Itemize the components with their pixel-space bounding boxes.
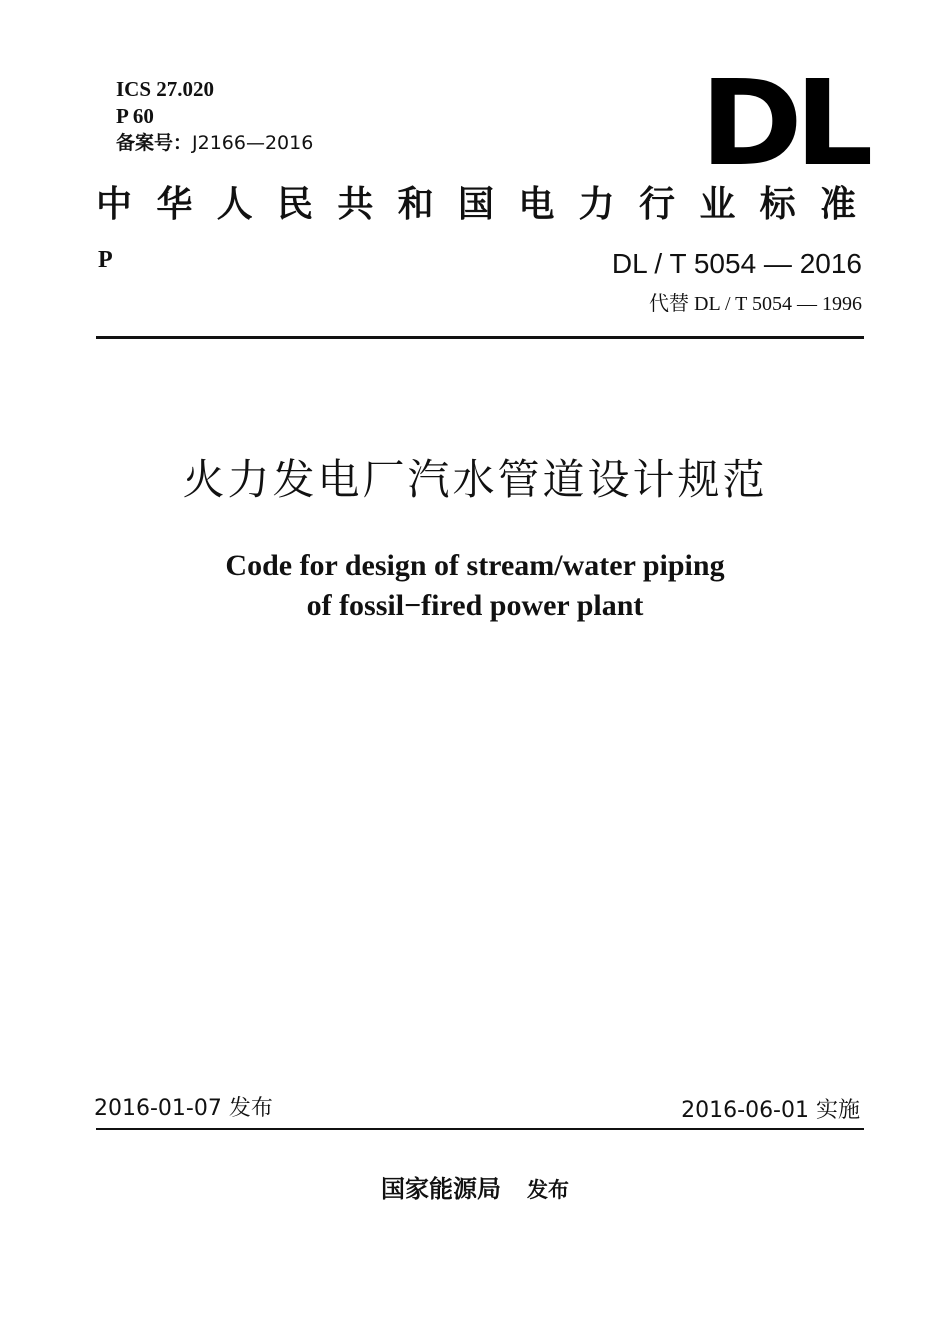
filing-number	[116, 130, 313, 157]
publisher-org: 国家能源局	[381, 1175, 501, 1203]
document-title-en-line2: of fossil−fired power plant	[306, 589, 644, 622]
document-title-cn: 火力发电厂汽水管道设计规范	[182, 455, 768, 504]
bottom-divider	[96, 1128, 864, 1130]
ics-code-block	[116, 76, 214, 130]
top-divider	[96, 336, 864, 339]
replaces-standard: 代替 DL / T 5054 — 1996	[649, 293, 862, 315]
issue-date: 2016-01-07 发布	[94, 1096, 273, 1121]
publisher-action: 发布	[527, 1178, 569, 1202]
filing-label: 备案号：	[116, 132, 193, 154]
class-letter: P	[98, 247, 113, 273]
dl-logo: DL	[700, 54, 865, 192]
standard-category-title: 中华人民共和国电力行业标准	[96, 183, 860, 225]
filing-value: J2166—2016	[192, 132, 314, 154]
classification-code: P 60	[116, 104, 154, 128]
document-title-en-line1: Code for design of stream/water piping	[225, 549, 725, 582]
document-title-en	[0, 546, 950, 626]
publisher	[0, 1172, 950, 1207]
standard-number: DL / T 5054 — 2016	[611, 248, 862, 279]
ics-code: ICS 27.020	[116, 77, 215, 101]
implementation-date: 2016-06-01 实施	[681, 1098, 860, 1123]
